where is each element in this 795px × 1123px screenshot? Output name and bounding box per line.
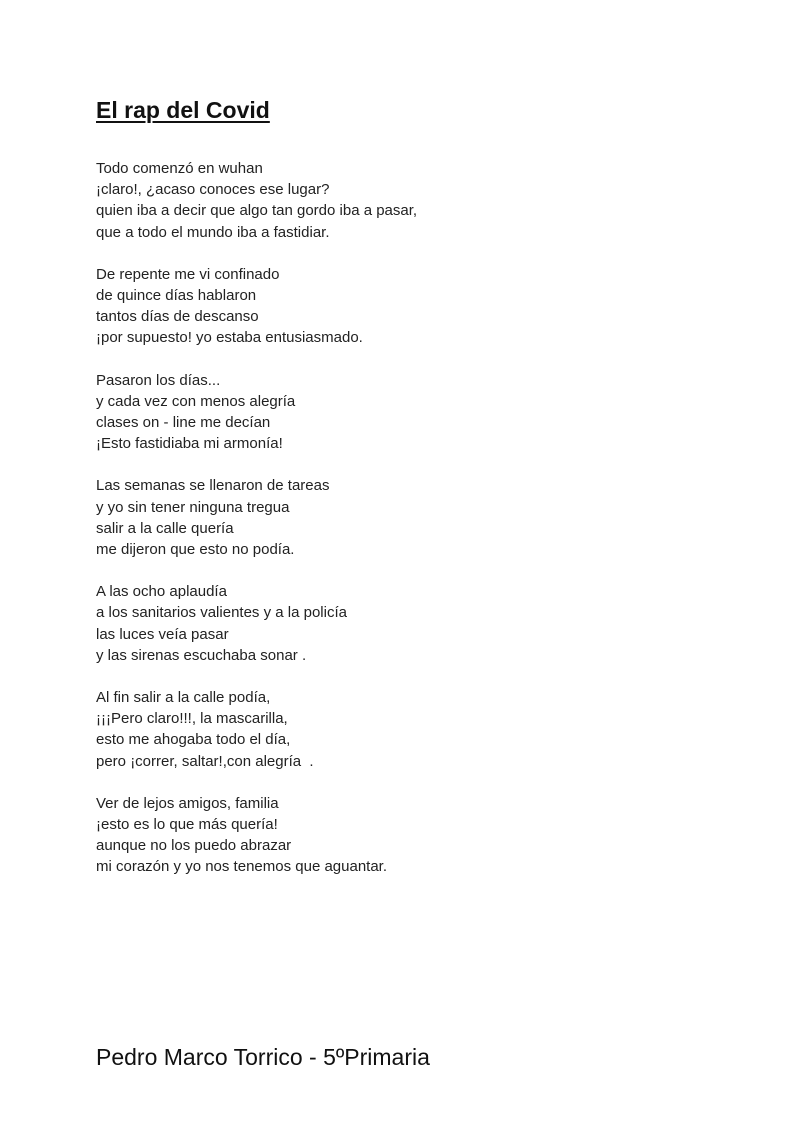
verse-line: ¡Esto fastidiaba mi armonía!	[96, 435, 283, 453]
verse-line: Al fin salir a la calle podía,	[96, 689, 271, 707]
page-title: El rap del Covid	[96, 97, 270, 123]
verse-line: pero ¡correr, saltar!,con alegría .	[96, 752, 314, 770]
verse-line: De repente me vi confinado	[96, 265, 280, 283]
verse-line: tantos días de descanso	[96, 308, 259, 326]
verse-line: esto me ahogaba todo el día,	[96, 731, 291, 749]
verse-line: Todo comenzó en wuhan	[96, 160, 263, 177]
verse-line: y cada vez con menos alegría	[96, 392, 296, 410]
stanza-3	[96, 370, 417, 455]
verse-line: las luces veía pasar	[96, 625, 229, 643]
verse-line: Pasaron los días...	[96, 371, 221, 389]
stanza-1	[96, 158, 417, 243]
verse-line: a los sanitarios valientes y a la policía	[96, 604, 347, 622]
stanza-2	[96, 264, 417, 349]
verse-line: y yo sin tener ninguna tregua	[96, 498, 290, 516]
verse-line: ¡por supuesto! yo estaba entusiasmado.	[96, 329, 363, 347]
verse-line: quien iba a decir que algo tan gordo iba a pasar,	[96, 202, 418, 220]
verse-line: me dijeron que esto no podía.	[96, 541, 295, 559]
verse-line: mi corazón y yo nos tenemos que aguantar.	[96, 858, 388, 876]
verse-line: Ver de lejos amigos, familia	[96, 794, 279, 812]
verse-line: de quince días hablaron	[96, 287, 257, 305]
stanza-4	[96, 475, 417, 560]
verse-line: y las sirenas escuchaba sonar .	[96, 646, 307, 664]
author-signature: Pedro Marco Torrico - 5ºPrimaria	[96, 1044, 430, 1070]
verse-line: ¡esto es lo que más quería!	[96, 816, 278, 834]
verse-line: clases on - line me decían	[96, 414, 271, 432]
verse-line: ¡claro!, ¿acaso conoces ese lugar?	[96, 181, 330, 199]
verse-line: A las ocho aplaudía	[96, 583, 227, 601]
verse-line: aunque no los puedo abrazar	[96, 837, 292, 855]
stanza-5	[96, 581, 417, 666]
stanza-6	[96, 687, 417, 772]
poem-body	[96, 158, 417, 899]
verse-line: ¡¡¡Pero claro!!!, la mascarilla,	[96, 710, 288, 728]
verse-line: Las semanas se llenaron de tareas	[96, 477, 330, 495]
verse-line: que a todo el mundo iba a fastidiar.	[96, 223, 330, 241]
stanza-7	[96, 793, 417, 878]
verse-line: salir a la calle quería	[96, 519, 234, 537]
